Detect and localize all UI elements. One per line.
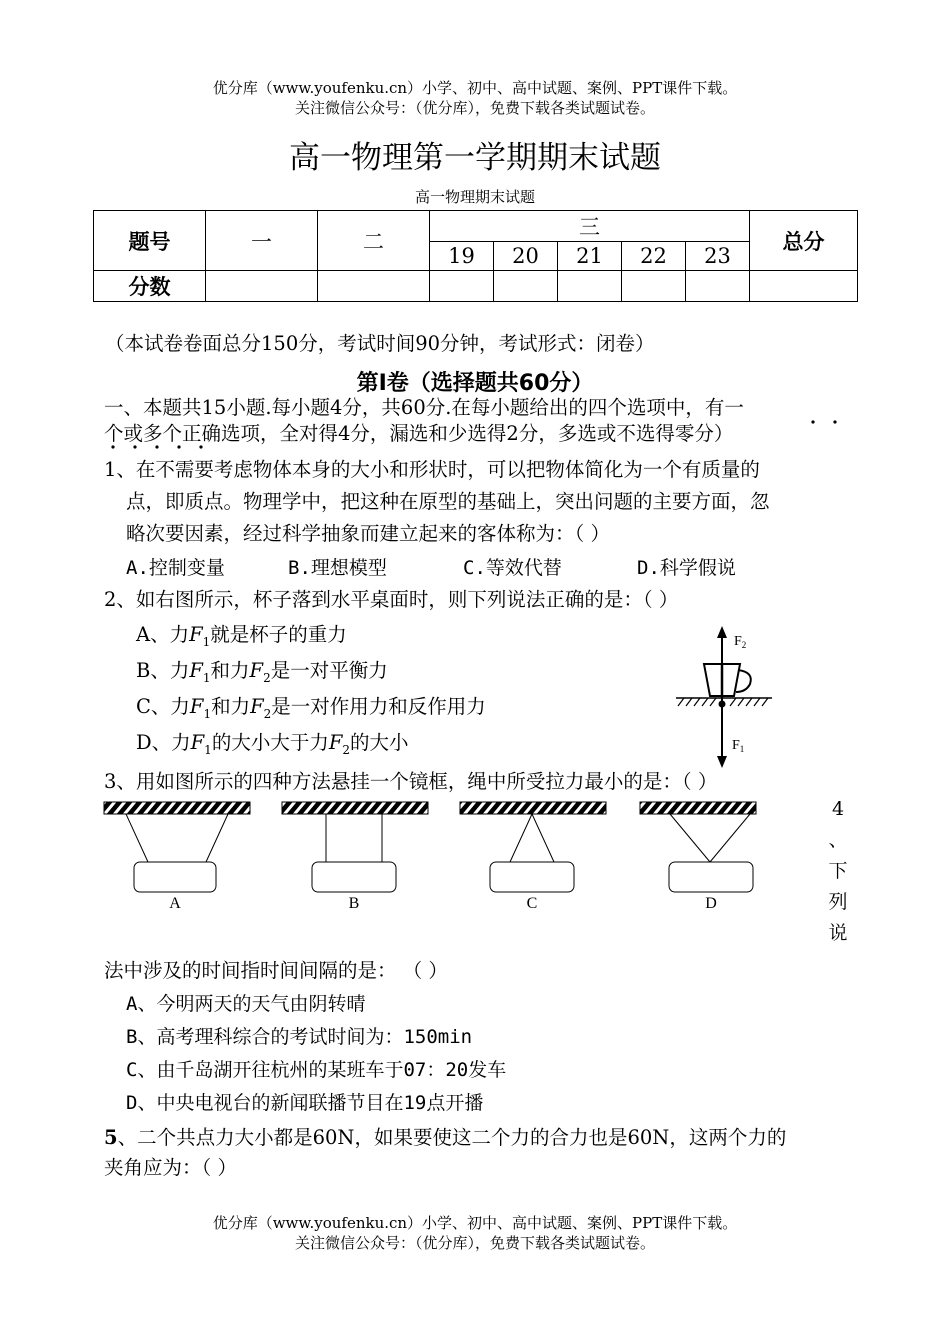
sub-question-22: 22 [622, 242, 686, 271]
q1-option-a[interactable]: A.控制变量 [126, 557, 225, 579]
q4-option-d[interactable]: D、中央电视台的新闻联播节目在19点开播 [126, 1092, 484, 1114]
part-two-header: 二 [318, 211, 430, 271]
label-b: B [348, 895, 360, 912]
section-title: 第Ⅰ卷（选择题共60分） [356, 371, 594, 396]
force-subscript: 1 [204, 742, 212, 757]
q4-stem: 法中涉及的时间指时间间隔的是： （ ） [104, 959, 448, 982]
q2-b-mid: 和力 [210, 659, 250, 682]
emphasis-dots [0, 0, 950, 480]
exam-note: （本试卷卷面总分150分，考试时间90分钟，考试形式：闭卷） [105, 332, 655, 355]
sub-question-23: 23 [686, 242, 750, 271]
footer-line-2: 关注微信公众号：（优分库），免费下载各类试题试卷。 [294, 1234, 655, 1252]
force-subscript: 1 [202, 634, 211, 649]
arrow-head-icon [717, 626, 727, 638]
q1-option-b[interactable]: B.理想模型 [288, 557, 387, 579]
q5-number: 5 [104, 1126, 118, 1149]
q2-d-pre: D、力 [136, 731, 191, 754]
q2-option-a[interactable] [136, 621, 347, 656]
q2-c-mid: 和力 [211, 695, 251, 718]
q4-option-b[interactable]: B、高考理科综合的考试时间为：150min [126, 1026, 473, 1048]
q1-option-c[interactable]: C.等效代替 [463, 557, 562, 579]
vertical-char: 4 [831, 798, 845, 820]
header-line-1: 优分库（www.youfenku.cn）小学、初中、高中试题、案例、PPT课件下载。 [212, 79, 738, 97]
force-symbol: F [189, 695, 204, 718]
q1-option-d[interactable]: D.科学假说 [637, 557, 736, 579]
q5-text: 、二个共点力大小都是60N，如果要使这二个力的合力也是60N，这两个力的 [117, 1126, 787, 1149]
instructions-line-2: 个或多个正确选项，全对得4分，漏选和少选得2分，多选或不选得零分） [104, 422, 734, 445]
q2-b-pre: B、力 [136, 659, 190, 682]
q1-line-3: 略次要因素，经过科学抽象而建立起来的客体称为：（ ） [126, 522, 610, 545]
label-d: D [705, 895, 717, 912]
part-three-header: 三 [430, 211, 750, 242]
q2-a-pre: A、力 [136, 623, 190, 646]
label-c: C [526, 895, 538, 912]
part-one-header: 一 [206, 211, 318, 271]
vertical-char: 说 [828, 922, 848, 944]
q5-line-2: 夹角应为：（ ） [104, 1156, 237, 1179]
vertical-char: 、 [828, 829, 848, 851]
force-subscript: 2 [263, 670, 271, 685]
force-symbol: F [190, 731, 205, 754]
label-a: A [169, 895, 181, 912]
force-symbol: F [189, 623, 203, 646]
q2-option-c[interactable] [136, 693, 486, 728]
sub-question-21: 21 [558, 242, 622, 271]
q1-line-1: 1、在不需要考虑物体本身的大小和形状时，可以把物体简化为一个有质量的 [104, 458, 760, 481]
page-title: 高一物理第一学期期末试题 [289, 140, 661, 176]
q3-stem: 3、用如图所示的四种方法悬挂一个镜框，绳中所受拉力最小的是：（ ） [104, 770, 718, 793]
q2-c-post: 是一对作用力和反作用力 [271, 695, 486, 718]
diagram-a[interactable] [104, 802, 250, 912]
diagram-b[interactable] [282, 802, 428, 912]
q2-d-post: 的大小 [350, 731, 409, 754]
cup-force-diagram [670, 622, 780, 772]
vertical-char: 列 [828, 891, 848, 913]
q2-c-pre: C、力 [136, 695, 190, 718]
q5-line-1 [104, 1124, 786, 1152]
instructions-line-1: 一、本题共15小题.每小题4分，共60分.在每小题给出的四个选项中，有一 [104, 396, 744, 419]
vertical-char: 下 [828, 860, 848, 882]
q2-stem: 2、如右图所示，杯子落到水平桌面时，则下列说法正确的是：（ ） [104, 588, 679, 611]
q2-option-b[interactable] [136, 657, 388, 692]
label-f2: $F_2$ [734, 634, 747, 650]
force-subscript: 1 [202, 670, 211, 685]
sub-question-19: 19 [430, 242, 494, 271]
diagram-c[interactable] [460, 802, 606, 912]
header-line-2: 关注微信公众号：（优分库），免费下载各类试题试卷。 [294, 99, 655, 117]
q2-d-mid: 的大小大于力 [211, 731, 329, 754]
force-subscript: 2 [263, 706, 272, 721]
q2-a-text: 就是杯子的重力 [210, 623, 347, 646]
force-symbol: F [249, 659, 264, 682]
footer-line-1: 优分库（www.youfenku.cn）小学、初中、高中试题、案例、PPT课件下载。 [212, 1214, 738, 1232]
question-number-header: 题号 [94, 211, 206, 271]
force-subscript: 2 [342, 742, 350, 757]
force-subscript: 1 [203, 706, 212, 721]
label-f1: $F_1$ [732, 738, 745, 754]
page-subtitle: 高一物理期末试题 [414, 188, 535, 206]
arrow-head-icon [717, 756, 727, 768]
total-header: 总分 [750, 211, 858, 271]
q2-option-d[interactable] [136, 729, 409, 764]
q1-line-2: 点，即质点。物理学中，把这种在原型的基础上，突出问题的主要方面，忽 [126, 490, 770, 513]
sub-question-20: 20 [494, 242, 558, 271]
frame-hanging-diagrams [100, 798, 770, 918]
diagram-d[interactable] [640, 802, 756, 912]
force-symbol: F [189, 659, 203, 682]
q4-option-c[interactable]: C、由千岛湖开往杭州的某班车于07：20发车 [126, 1059, 507, 1081]
force-symbol: F [250, 695, 264, 718]
q4-option-a[interactable]: A、今明两天的天气由阴转晴 [126, 993, 366, 1015]
q2-b-post: 是一对平衡力 [270, 659, 388, 682]
force-symbol: F [328, 731, 343, 754]
q4-vertical-text [826, 794, 850, 949]
score-row-label: 分数 [94, 271, 206, 302]
